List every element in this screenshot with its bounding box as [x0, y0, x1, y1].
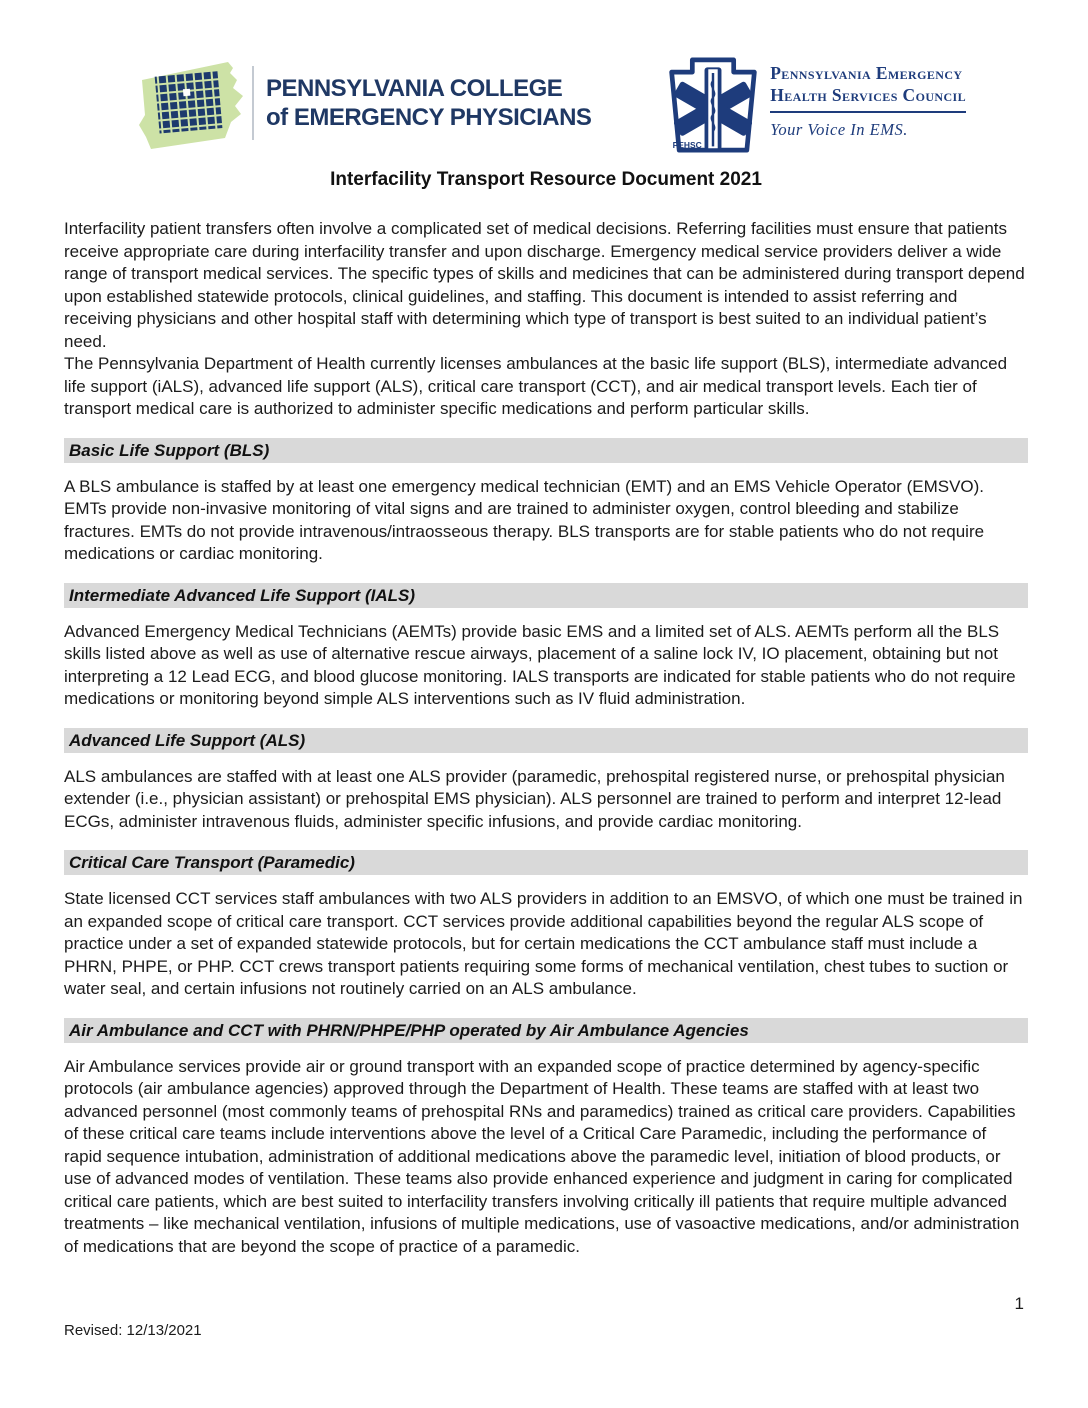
section-heading-cct: Critical Care Transport (Paramedic): [64, 850, 1028, 875]
section-body-ials: Advanced Emergency Medical Technicians (AEMTs) provide basic EMS and a limited set of ALS. AEMTs perform all the BLS skills listed above as well as use of alternative rescue airways, placement of a saline lock IV, IO placement, obtaining but not interpreting a 12 Lead ECG, and blood glucose monitoring. IALS transports are indicated for stable patients who do not require medications or monitoring beyond simple ALS interventions such as IV fluid administration.: [64, 621, 1016, 708]
pacep-logo: [134, 56, 591, 150]
pehsc-name-line1: Pennsylvania Emergency: [770, 63, 963, 83]
revised-date: Revised: 12/13/2021: [64, 1322, 202, 1339]
section-cct: [64, 850, 1028, 1001]
pehsc-rule: [770, 111, 966, 113]
star-of-life-keystone-icon: [666, 56, 760, 154]
section-body-cct: State licensed CCT services staff ambulances with two ALS providers in addition to an EMSVO, of which one must be trained in an expanded scope of critical care transport. CCT services provide additional capabilities beyond the regular ALS scope of practice under a set of expanded statewide protocols, but for certain medications the CCT ambulance staff must include a PHRN, PHPE, or PHP. CCT crews transport patients requiring some forms of mechanical ventilation, chest tubes to suction or water seal, and certain infusions not routinely carried on an ALS ambulance.: [64, 889, 1023, 998]
intro-paragraph-2: The Pennsylvania Department of Health currently licenses ambulances at the basic life support (BLS), intermediate advanced life support (iALS), advanced life support (ALS), critical care transport (CCT), and air medical transport levels. Each tier of transport medical care is authorized to administer specific medications and perform particular skills.: [64, 354, 1008, 418]
page-number: 1: [1014, 1294, 1024, 1313]
pacep-name-line2: of EMERGENCY PHYSICIANS: [266, 104, 592, 131]
section-body-bls: A BLS ambulance is staffed by at least one emergency medical technician (EMT) and an EMS Vehicle Operator (EMSVO). EMTs provide non-invasive monitoring of vital signs and are trained to administer oxygen, control bleeding and stabilize fractures. EMTs do not provide intravenous/intraosseous therapy. BLS transports are for stable patients who do not require medications or cardiac monitoring.: [64, 476, 985, 563]
section-body-als: ALS ambulances are staffed with at least one ALS provider (paramedic, prehospital registered nurse, or prehospital physician extender (i.e., physician assistant) or prehospital EMS physician). ALS personnel are trained to perform and interpret 12-lead ECGs, administer intravenous fluids, administer specific infusions, and provide cardiac monitoring.: [64, 766, 1005, 831]
section-als: [64, 728, 1028, 834]
section-ials: [64, 583, 1028, 711]
intro-paragraph-1: Interfacility patient transfers often involve a complicated set of medical decisions. Referring facilities must ensure that patients receive appropriate care during interfacility transfer and upon discharge. Emergency medical service providers deliver a wide range of transport medical services. The specific types of skills and medicines that can be administered during transport depend upon established statewide protocols, clinical guidelines, and staffing. This document is intended to assist referring and receiving physicians and other hospital staff with determining which type of transport is best suited to an individual patient’s need.: [64, 219, 1025, 351]
pacep-name-line1: PENNSYLVANIA COLLEGE: [266, 75, 563, 102]
document-header: [64, 56, 1028, 156]
section-heading-air-ambulance: Air Ambulance and CCT with PHRN/PHPE/PHP operated by Air Ambulance Agencies: [64, 1018, 1028, 1043]
section-heading-ials: Intermediate Advanced Life Support (IALS): [64, 583, 1028, 608]
page-title: Interfacility Transport Resource Document 2021: [330, 169, 762, 190]
pacep-name: [266, 74, 591, 132]
document-body: [64, 218, 1028, 1258]
pehsc-tagline: Your Voice In EMS.: [770, 120, 908, 139]
pennsylvania-state-grid-icon: [134, 56, 246, 150]
pehsc-logo: [666, 56, 966, 154]
logo-divider: [252, 66, 254, 140]
pehsc-text: [770, 56, 966, 140]
pehsc-badge-text: PEHSC: [672, 140, 702, 151]
intro-block: [64, 218, 1028, 421]
section-bls: [64, 438, 1028, 566]
section-heading-bls: Basic Life Support (BLS): [64, 438, 1028, 463]
section-heading-als: Advanced Life Support (ALS): [64, 728, 1028, 753]
section-body-air-ambulance: Air Ambulance services provide air or ground transport with an expanded scope of practice determined by agency-specific protocols (air ambulance agencies) approved through the Department of Health. These teams are staffed with at least two advanced personnel (most commonly teams of prehospital RNs and paramedics) trained as critical care providers. Capabilities of these critical care teams include interventions above the level of a Critical Care Paramedic, including the performance of rapid sequence intubation, administration of additional medications above the paramedic level, initiation of blood products, or use of advanced modes of ventilation. These teams also provide enhanced experience and judgment in caring for complicated critical care patients, which are best suited to interfacility transfers involving critically ill patients that require multiple advanced treatments – like mechanical ventilation, infusions of multiple medications, use of vasoactive medications, and/or administration of medications that are beyond the scope of practice of a paramedic.: [64, 1056, 1020, 1256]
section-air-ambulance: [64, 1018, 1028, 1259]
pehsc-name-line2: Health Services Council: [770, 85, 966, 105]
